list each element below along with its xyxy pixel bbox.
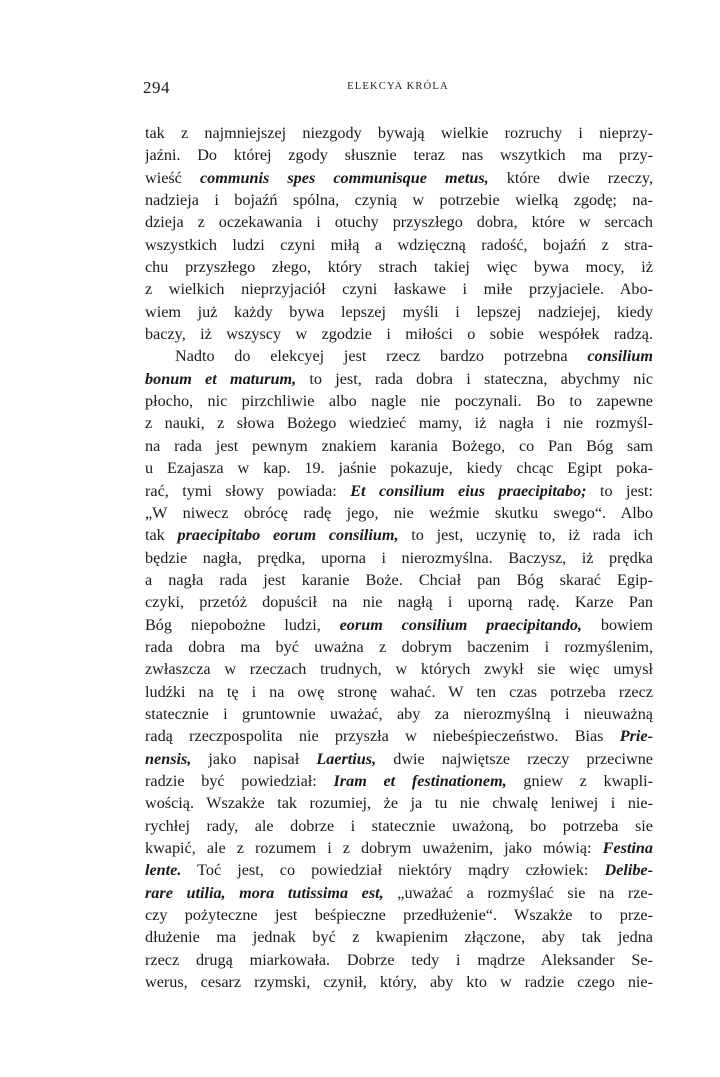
text-line: [145, 144, 653, 166]
latin-phrase: Delibe-: [604, 861, 653, 880]
text-line: [145, 949, 653, 971]
text-segment: rada dobra ma być uważna z dobrym baczenim i rozmyślenim,: [145, 637, 653, 656]
text-line: [145, 681, 653, 703]
text-segment: radą rzeczpospolita nie przyszła w niebeśpieczeństwo. Bias: [145, 727, 620, 746]
text-line: [145, 412, 653, 434]
text-line: [145, 211, 653, 233]
text-line: [145, 770, 653, 792]
text-segment: płocho, nic pirzchliwie albo nagle nie poczynali. Bo to zapewne: [145, 392, 653, 411]
latin-phrase: Iram et festinationem,: [333, 771, 507, 790]
text-segment: Toć jest, co powiedział niektóry mądry człowiek:: [181, 861, 605, 880]
text-line: [145, 859, 653, 881]
text-segment: ludźki na tę i na owę stronę wahać. W ten czas potrzeba rzecz: [145, 682, 653, 701]
text-line: [145, 971, 653, 993]
text-line: [145, 524, 653, 546]
latin-phrase: Et consilium eius praecipitabo;: [350, 481, 587, 500]
text-segment: tak z najmniejszej niezgody bywają wielkie rozruchy i nieprzy-: [145, 124, 653, 142]
text-line: [145, 278, 653, 300]
page-header: [143, 78, 653, 102]
text-segment: werus, cesarz rzymski, czynił, który, aby kto w radzie czego nie-: [145, 973, 653, 992]
text-line: [145, 748, 653, 770]
text-line: [145, 457, 653, 479]
text-line: [145, 345, 653, 367]
text-line: [145, 323, 653, 345]
text-segment: to jest, rada dobra i stateczna, abychmy nic: [296, 369, 653, 388]
text-segment: statecznie i gruntownie uważać, aby za nierozmyślną i nieuważną: [145, 704, 653, 723]
text-segment: jaźni. Do której zgody słusznie teraz nas wszytkich ma przy-: [145, 146, 653, 165]
latin-phrase: rare utilia, mora tutissima est,: [145, 883, 384, 902]
text-segment: chu przyszłego złego, który strach takiej więc bywa mocy, iż: [145, 258, 653, 277]
text-segment: wszystkich ludzi czyni miłą a wdzięczną radość, bojaźń z stra-: [145, 235, 653, 254]
latin-phrase: eorum consilium praecipitando,: [339, 615, 582, 634]
text-segment: „W niwecz obrócę radę jego, nie weźmie skutku swego“. Albo: [145, 503, 653, 522]
text-segment: dłużenie ma jednak być z kwapienim złączone, aby tak jedna: [145, 928, 653, 947]
running-head: ELEKCYA KRÓLA: [347, 81, 449, 92]
latin-phrase: Festina: [602, 839, 653, 857]
latin-phrase: nensis,: [145, 749, 192, 768]
text-segment: czy pożyteczne jest beśpieczne przedłużenie“. Wszakże to prze-: [145, 906, 653, 925]
text-segment: czyki, przetóż dopuścił na nie nagłą i uporną radę. Karze Pan: [145, 593, 653, 612]
latin-phrase: consilium: [587, 347, 653, 366]
text-line: [145, 256, 653, 278]
text-line: [145, 368, 653, 390]
text-segment: z wielkich nieprzyjaciół czyni łaskawe i miłe przyjaciele. Abo-: [145, 280, 653, 299]
text-line: [145, 591, 653, 613]
text-segment: na rada jest pewnym znakiem karania Bożego, co Pan Bóg sam: [145, 436, 653, 455]
text-line: [145, 547, 653, 569]
text-segment: będzie nagła, prędka, uporna i nierozmyślna. Baczysz, iż prędka: [145, 548, 653, 567]
latin-phrase: praecipitabo eorum consilium,: [177, 526, 399, 545]
latin-phrase: lente.: [145, 861, 182, 880]
text-segment: rać, tymi słowy powiada:: [145, 481, 351, 500]
text-line: [145, 390, 653, 412]
page-number: 294: [143, 78, 170, 97]
text-line: [145, 882, 653, 904]
text-segment: rzecz drugą miarkowała. Dobrze tedy i mądrze Aleksander Se-: [145, 950, 653, 969]
text-segment: wiem już każdy bywa lepszej myśli i lepszej nadziejej, kiedy: [145, 302, 653, 321]
text-segment: wieść: [145, 168, 200, 187]
text-line: [145, 658, 653, 680]
text-line: [145, 189, 653, 211]
text-segment: nadzieja i bojaźń spólna, czynią w potrzebie wielką zgodę; na-: [145, 191, 653, 210]
text-segment: jako napisał: [191, 749, 317, 768]
text-segment: „uważać a rozmyślać sie na rze-: [383, 883, 653, 902]
text-segment: które dwie rzeczy,: [488, 168, 653, 187]
text-line: [145, 167, 653, 189]
text-segment: a nagła rada jest karanie Boże. Chciał pan Bóg skarać Egip-: [145, 570, 653, 589]
text-line: [145, 301, 653, 323]
text-segment: to jest:: [586, 481, 653, 500]
latin-phrase: bonum et maturum,: [145, 369, 297, 388]
text-segment: to jest, uczynię to, iż rada ich: [398, 526, 653, 545]
text-line: [145, 904, 653, 926]
text-segment: wością. Wszakże tak rozumiej, że ja tu nie chwalę leniwej i nie-: [145, 794, 653, 813]
text-line: [145, 815, 653, 837]
text-line: [145, 435, 653, 457]
text-line: [145, 569, 653, 591]
text-line: [145, 480, 653, 502]
text-line: [145, 837, 653, 859]
text-segment: rychłej rady, ale dobrze i statecznie uważoną, bo potrzeba sie: [145, 816, 653, 835]
text-segment: gniew z kwapli-: [506, 771, 653, 790]
text-line: [145, 614, 653, 636]
text-line: [145, 703, 653, 725]
text-line: [145, 725, 653, 747]
text-line: [145, 122, 653, 144]
text-line: [145, 792, 653, 814]
text-line: [145, 636, 653, 658]
text-segment: tak: [145, 526, 178, 545]
latin-phrase: Laertius,: [316, 749, 377, 768]
text-line: [145, 234, 653, 256]
text-segment: bowiem: [581, 615, 653, 634]
latin-phrase: Prie-: [619, 727, 653, 746]
text-line: [145, 926, 653, 948]
text-segment: Bóg niepobożne ludzi,: [145, 615, 340, 634]
text-segment: zwłaszcza w rzeczach trudnych, w których zwykł sie więc umysł: [145, 660, 653, 679]
text-segment: baczy, iż wszyscy w zgodzie i miłości o sobie wespółek radzą.: [145, 325, 653, 344]
latin-phrase: communis spes communisque metus,: [199, 168, 489, 187]
body-text: [145, 122, 653, 993]
text-segment: Nadto do elekcyej jest rzecz bardzo potrzebna: [175, 347, 588, 366]
text-segment: z nauki, z słowa Bożego wiedzieć mamy, iż nagła i nie rozmyśl-: [145, 414, 653, 433]
text-segment: dwie najwiętsze rzeczy przeciwne: [376, 749, 653, 768]
text-segment: kwapić, ale z rozumem i z dobrym uważenim, jako mówią:: [145, 839, 603, 857]
text-segment: u Ezajasza w kap. 19. jaśnie pokazuje, kiedy chcąc Egipt poka-: [145, 459, 653, 478]
text-segment: radzie być powiedział:: [145, 771, 334, 790]
text-segment: dzieja z oczekawania i otuchy przyszłego dobra, które w sercach: [145, 213, 653, 232]
text-line: [145, 502, 653, 524]
